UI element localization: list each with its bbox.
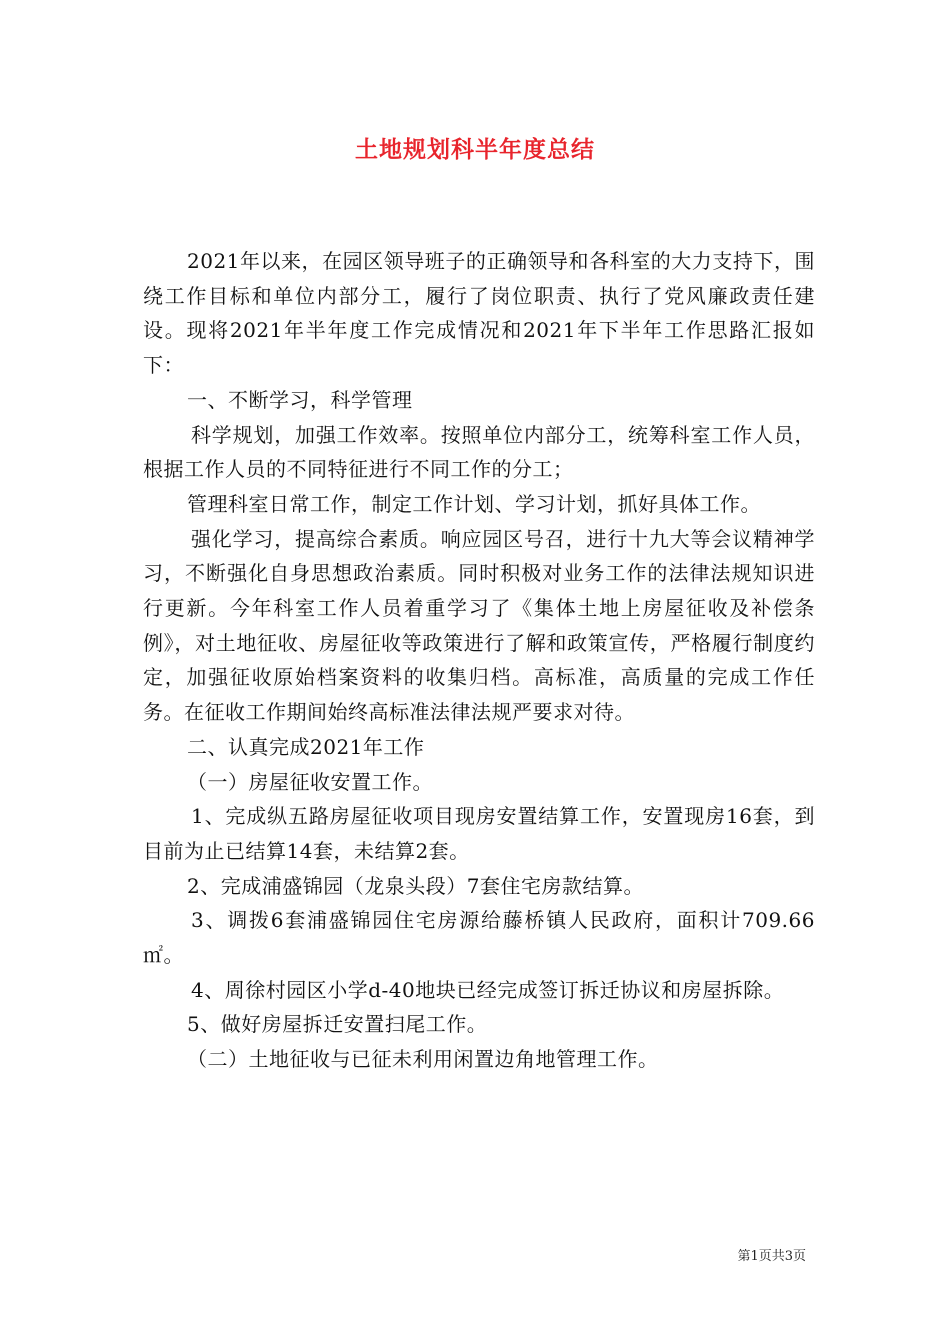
page-number: 第1页共3页 bbox=[737, 1249, 806, 1264]
paragraph-study: 强化学习，提高综合素质。响应园区号召，进行十九大等会议精神学习，不断强化自身思想政治素质。同时积极对业务工作的法律法规知识进行更新。今年科室工作人员着重学习了《集体土地上房屋征收及补偿条例》，对土地征收、房屋征收等政策进行了解和政策宣传，严格履行制度约定，加强征收原始档案资料的收集归档。高标准，高质量的完成工作任务。在征收工作期间始终高标准法律法规严要求对待。 bbox=[143, 526, 815, 725]
document-title: 土地规划科半年度总结 bbox=[355, 137, 595, 163]
subsection-heading-1: （一）房屋征收安置工作。 bbox=[187, 769, 433, 794]
list-item-2: 2、完成浦盛锦园（龙泉头段）7套住宅房款结算。 bbox=[187, 873, 644, 898]
intro-paragraph: 2021年以来，在园区领导班子的正确领导和各科室的大力支持下，围绕工作目标和单位内部分工，履行了岗位职责、执行了党风廉政责任建设。现将2021年半年度工作完成情况和2021年下半年工作思路汇报如下： bbox=[143, 249, 815, 378]
section-heading-1: 一、不断学习，科学管理 bbox=[187, 387, 413, 412]
section-heading-2: 二、认真完成2021年工作 bbox=[187, 734, 425, 759]
list-item-1: 1、完成纵五路房屋征收项目现房安置结算工作，安置现房16套，到目前为止已结算14套，未结算2套。 bbox=[143, 804, 815, 863]
list-item-3: 3、调拨6套浦盛锦园住宅房源给藤桥镇人民政府，面积计709.66㎡。 bbox=[143, 908, 815, 968]
paragraph-management: 管理科室日常工作，制定工作计划、学习计划，抓好具体工作。 bbox=[187, 491, 761, 516]
document-body bbox=[143, 244, 815, 1077]
list-item-4: 4、周徐村园区小学d-40地块已经完成签订拆迁协议和房屋拆除。 bbox=[191, 977, 785, 1002]
paragraph-planning: 科学规划，加强工作效率。按照单位内部分工，统筹科室工作人员，根据工作人员的不同特征进行不同工作的分工； bbox=[143, 422, 815, 482]
list-item-5: 5、做好房屋拆迁安置扫尾工作。 bbox=[187, 1012, 488, 1037]
subsection-heading-2: （二）土地征收与已征未利用闲置边角地管理工作。 bbox=[187, 1047, 659, 1072]
